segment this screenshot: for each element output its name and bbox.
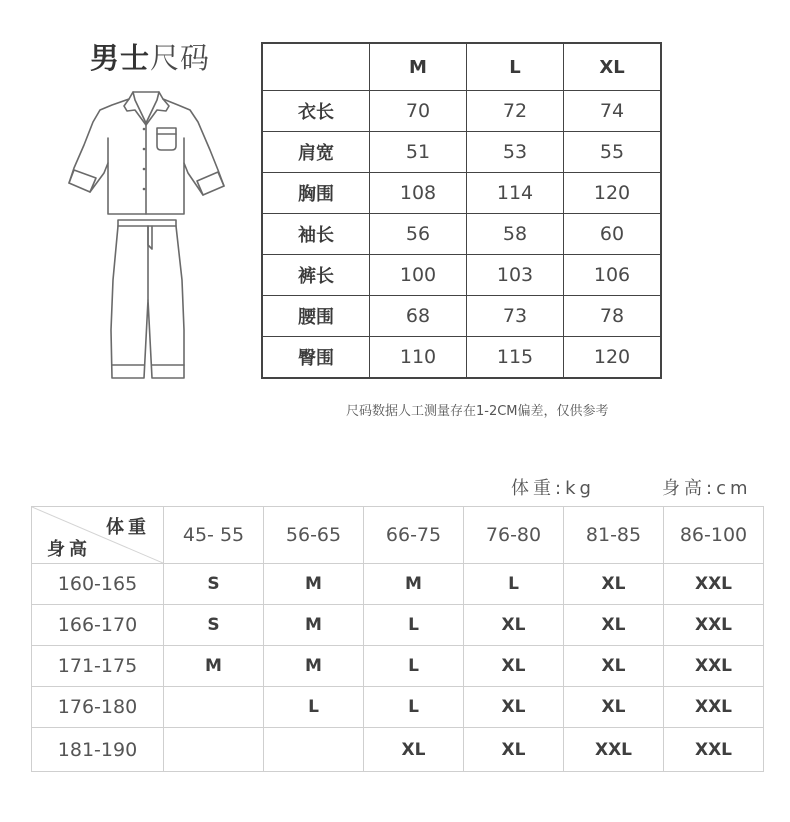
page-title	[90, 38, 210, 78]
size-cell	[164, 687, 264, 728]
table-row	[262, 91, 661, 132]
measurement-value: 114	[467, 173, 564, 214]
height-range: 160-165	[32, 564, 164, 605]
size-cell: M	[264, 605, 364, 646]
weight-axis-label: 体重	[106, 517, 150, 538]
measurement-value: 103	[467, 255, 564, 296]
title-bold: 男士	[90, 41, 151, 75]
table-row	[32, 564, 764, 605]
size-cell	[164, 728, 264, 772]
measurement-value: 115	[467, 337, 564, 379]
measurement-label: 臀围	[262, 337, 370, 379]
measurement-label: 袖长	[262, 214, 370, 255]
measurement-value: 120	[564, 337, 662, 379]
measurement-value: 58	[467, 214, 564, 255]
size-cell: XL	[464, 687, 564, 728]
measurement-value: 74	[564, 91, 662, 132]
size-cell: XXL	[664, 646, 764, 687]
size-cell: XL	[364, 728, 464, 772]
table-row	[262, 337, 661, 379]
size-recommendation-table	[31, 506, 764, 772]
table-row	[262, 296, 661, 337]
table-row	[262, 214, 661, 255]
weight-range-header: 66-75	[364, 507, 464, 564]
measurement-value: 106	[564, 255, 662, 296]
measurement-label: 胸围	[262, 173, 370, 214]
measurement-value: 100	[370, 255, 467, 296]
measurement-value: 53	[467, 132, 564, 173]
measurement-value: 51	[370, 132, 467, 173]
measurement-label: 裤长	[262, 255, 370, 296]
measurement-label: 肩宽	[262, 132, 370, 173]
measurement-value: 55	[564, 132, 662, 173]
size-cell: M	[164, 646, 264, 687]
size-cell: M	[364, 564, 464, 605]
height-unit-label: 身高:cm	[662, 478, 752, 499]
measurement-label: 衣长	[262, 91, 370, 132]
measurement-header-size: XL	[564, 43, 662, 91]
height-range: 171-175	[32, 646, 164, 687]
pajama-set-icon	[60, 85, 235, 385]
measurement-disclaimer: 尺码数据人工测量存在1-2CM偏差，仅供参考	[346, 404, 609, 419]
measurement-table	[261, 42, 662, 379]
measurement-value: 70	[370, 91, 467, 132]
size-cell: L	[464, 564, 564, 605]
size-cell: M	[264, 564, 364, 605]
table-row	[262, 173, 661, 214]
size-cell: XL	[464, 605, 564, 646]
measurement-header-size: M	[370, 43, 467, 91]
measurement-header-row	[262, 43, 661, 91]
table-row	[262, 255, 661, 296]
size-cell: XL	[564, 687, 664, 728]
size-cell: L	[364, 687, 464, 728]
height-range: 181-190	[32, 728, 164, 772]
size-cell: XL	[464, 728, 564, 772]
size-cell: XL	[564, 605, 664, 646]
weight-range-header: 56-65	[264, 507, 364, 564]
size-table-corner	[32, 507, 164, 564]
table-row	[32, 646, 764, 687]
table-row	[32, 728, 764, 772]
size-cell: L	[364, 646, 464, 687]
size-cell: XXL	[664, 564, 764, 605]
measurement-value: 56	[370, 214, 467, 255]
size-cell: XXL	[664, 728, 764, 772]
weight-range-header: 81-85	[564, 507, 664, 564]
measurement-value: 60	[564, 214, 662, 255]
measurement-value: 120	[564, 173, 662, 214]
size-cell: L	[264, 687, 364, 728]
measurement-value: 110	[370, 337, 467, 379]
table-row	[32, 687, 764, 728]
size-cell: XL	[464, 646, 564, 687]
weight-range-header: 86-100	[664, 507, 764, 564]
height-axis-label: 身高	[47, 539, 91, 560]
size-cell: XXL	[564, 728, 664, 772]
size-header-row	[32, 507, 764, 564]
size-cell: XL	[564, 646, 664, 687]
measurement-label: 腰围	[262, 296, 370, 337]
measurement-value: 72	[467, 91, 564, 132]
measurement-value: 68	[370, 296, 467, 337]
measurement-value: 78	[564, 296, 662, 337]
measurement-value: 108	[370, 173, 467, 214]
measurement-header-size: L	[467, 43, 564, 91]
height-range: 176-180	[32, 687, 164, 728]
weight-range-header: 45- 55	[164, 507, 264, 564]
size-cell: XXL	[664, 605, 764, 646]
size-cell	[264, 728, 364, 772]
title-light: 尺码	[150, 41, 211, 75]
size-cell: S	[164, 564, 264, 605]
measurement-header-empty	[262, 43, 370, 91]
size-cell: M	[264, 646, 364, 687]
measurement-value: 73	[467, 296, 564, 337]
size-cell: L	[364, 605, 464, 646]
size-cell: XL	[564, 564, 664, 605]
size-cell: XXL	[664, 687, 764, 728]
table-row	[32, 605, 764, 646]
weight-range-header: 76-80	[464, 507, 564, 564]
height-range: 166-170	[32, 605, 164, 646]
size-cell: S	[164, 605, 264, 646]
weight-unit-label: 体重:kg	[511, 478, 595, 499]
table-row	[262, 132, 661, 173]
